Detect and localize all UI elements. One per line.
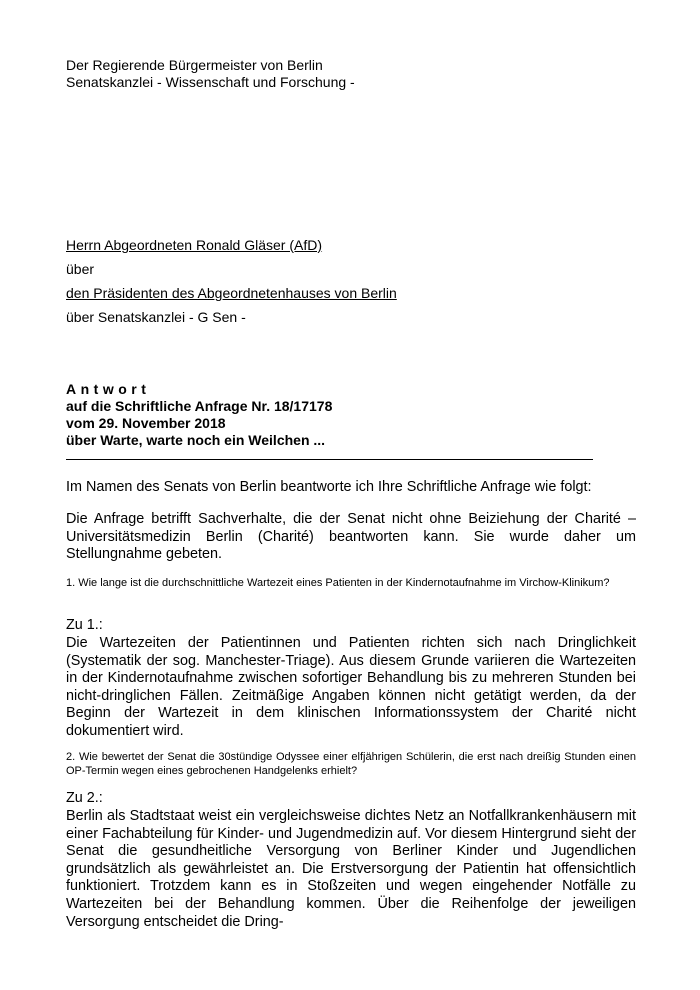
question-1: 1. Wie lange ist die durchschnittliche Wartezeit eines Patienten in der Kindernotaufnahme im Virchow-Klinikum? xyxy=(66,577,610,589)
sender-block xyxy=(66,57,636,91)
answer-header xyxy=(66,381,636,449)
answer-subject: über Warte, warte noch ein Weilchen ... xyxy=(66,432,326,448)
recipient-block xyxy=(66,237,636,254)
sender-line-2: Senatskanzlei - Wissenschaft und Forschung - xyxy=(66,74,355,90)
recipient-president: den Präsidenten des Abgeordnetenhauses von Berlin xyxy=(66,285,397,301)
recipient-via-2: über Senatskanzlei - G Sen - xyxy=(66,309,246,325)
recipient-via-1-block xyxy=(66,261,636,278)
question-2: 2. Wie bewertet der Senat die 30stündige Odyssee einer elfjährigen Schülerin, die erst nach dreißig Stunden einen OP-Termin wegen eines gebrochenen Handgelenks erhielt? xyxy=(66,751,636,777)
answer-2-text: Berlin als Stadtstaat weist ein vergleichsweise dichtes Netz an Notfallkrankenhäusern mit einer Fachabteilung für Kinder- und Jugendmedizin auf. Vor diesem Hintergrund sieht der Senat die gesundheitliche Versorgung von Berliner Kinder und Jugendlichen grundsätzlich als gewährleistet an. Die Erstversorgung der Patientin hat offensichtlich funktioniert. Trotzdem kann es in Stoßzeiten und wegen eingehender Notfälle zu Wartezeiten bei der Behandlung kommen. Über die Reihenfolge der jeweiligen Versorgung entscheidet die Dring- xyxy=(66,808,636,930)
answer-title: Antwort xyxy=(66,381,151,397)
intro-paragraph-2: Die Anfrage betrifft Sachverhalte, die der Senat nicht ohne Beiziehung der Charité – Universitätsmedizin Berlin (Charité) beantworten kann. Sie wurde daher um Stellungnahme gebeten. xyxy=(66,511,636,563)
answer-1-label: Zu 1.: xyxy=(66,617,103,633)
answer-2-label: Zu 2.: xyxy=(66,790,103,806)
sender-line-1: Der Regierende Bürgermeister von Berlin xyxy=(66,57,323,73)
recipient-president-block xyxy=(66,285,636,302)
answer-1-text: Die Wartezeiten der Patientinnen und Patienten richten sich nach Dringlichkeit (Systematik der sog. Manchester-Triage). Aus diesem Grunde variieren die Wartezeiten in der Kindernotaufnahme zwischen sofortiger Behandlung bis zu mehreren Stunden bei nicht-dringlichen Fällen. Zeitmäßige Angaben können nicht getätigt werden, da der Beginn der Wartezeit in dem klinischen Informationssystem der Charité nicht dokumentiert wird. xyxy=(66,635,636,739)
header-divider xyxy=(66,459,593,460)
intro-paragraph-1: Im Namen des Senats von Berlin beantworte ich Ihre Schriftliche Anfrage wie folgt: xyxy=(66,479,592,495)
recipient-name: Herrn Abgeordneten Ronald Gläser (AfD) xyxy=(66,237,323,253)
recipient-via-1: über xyxy=(66,261,95,277)
recipient-via-2-block xyxy=(66,309,636,326)
answer-inquiry-number: auf die Schriftliche Anfrage Nr. 18/17178 xyxy=(66,398,333,414)
answer-date: vom 29. November 2018 xyxy=(66,415,226,431)
